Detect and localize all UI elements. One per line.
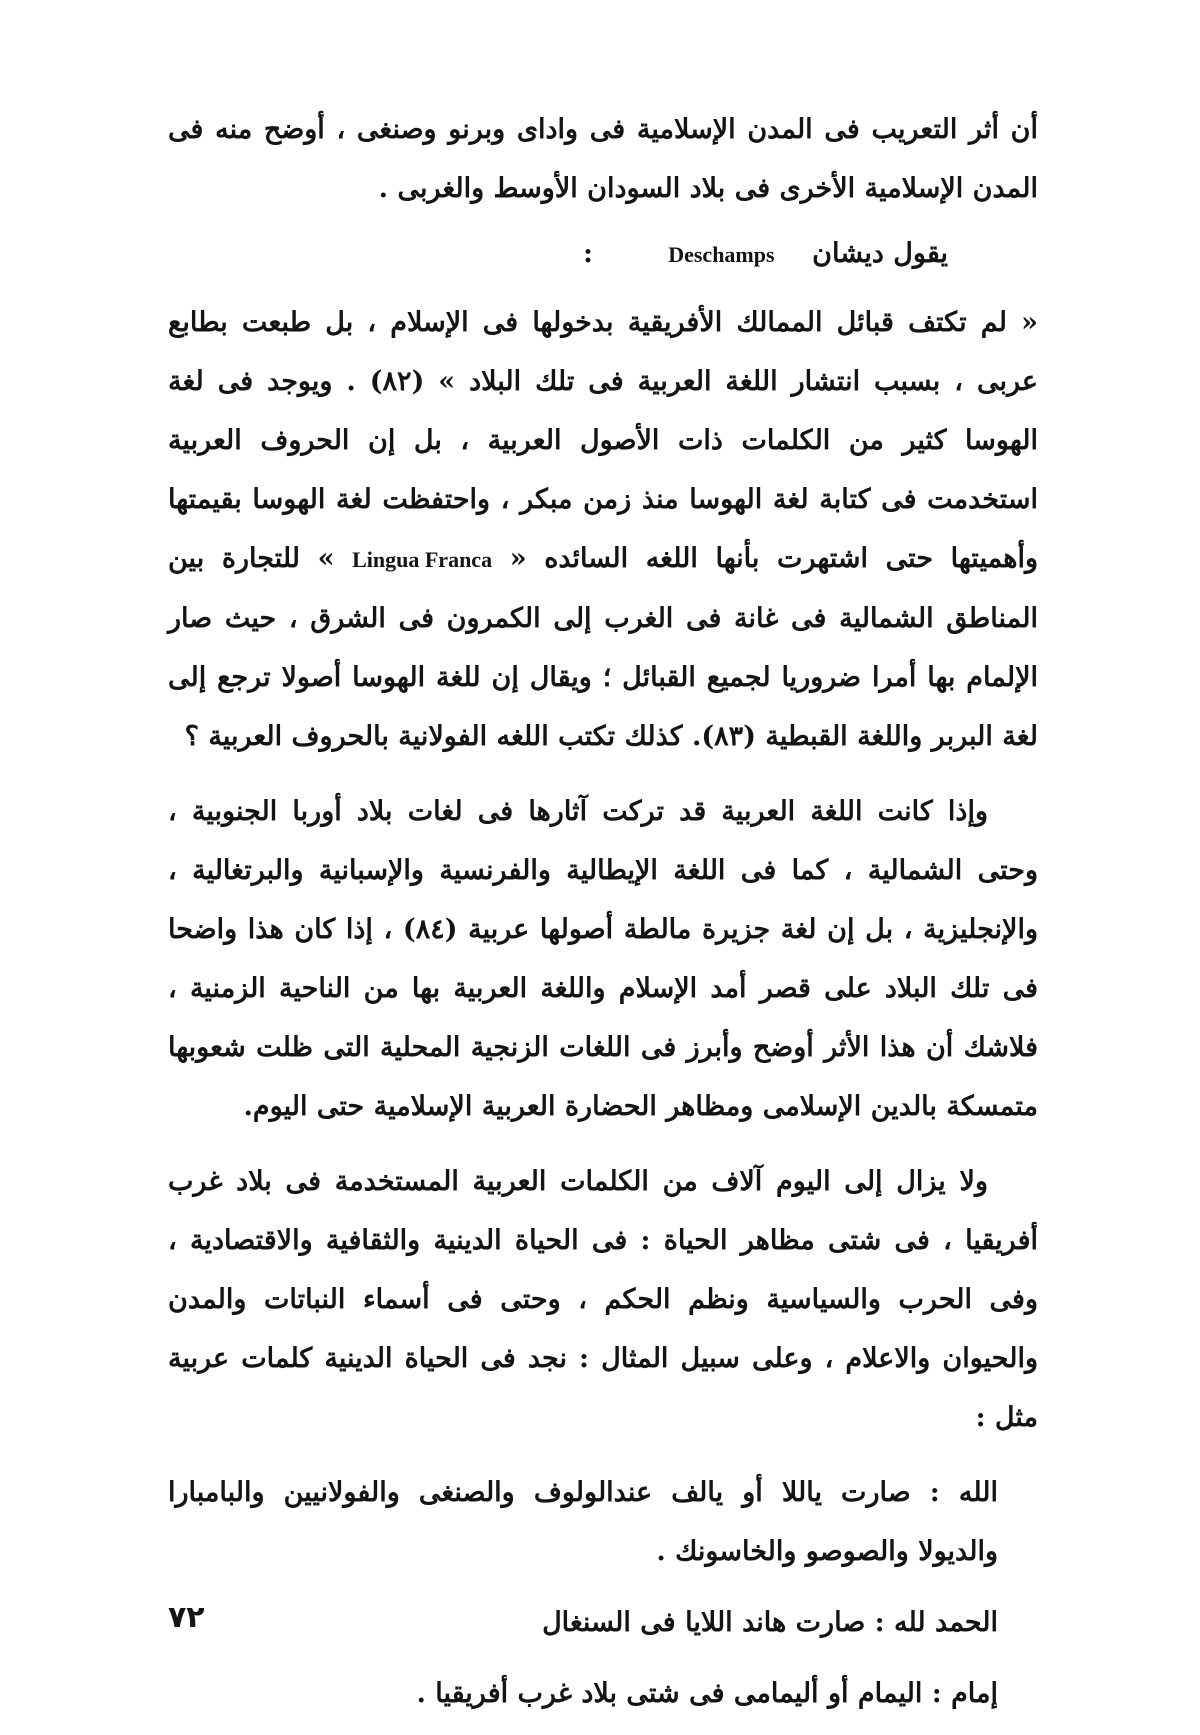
list-item: الحمد لله : صارت هاند اللايا فى السنغال (542, 1607, 998, 1638)
quote-attribution (168, 234, 1038, 275)
page-number: ٧٢ (168, 1600, 205, 1635)
quote-attribution-text: يقول ديشان (812, 238, 948, 269)
document-page (168, 100, 1038, 1735)
author-latin-name: Deschamps (668, 242, 775, 267)
paragraph-west-africa: ولا يزال إلى اليوم آلاف من الكلمات العربية المستخدمة فى بلاد غرب أفريقيا ، فى شتى مظاهر الحياة : فى الحياة الدينية والثقافية والاقتصادية ، وفى الحرب والسياسية ونظم الحكم ، وحتى فى أسماء النباتات والمدن والحيوان والاعلام ، وعلى سبيل المثال : نجد فى الحياة الدينية كلمات عربية مثل : (168, 1166, 1038, 1433)
paragraph-europe: وإذا كانت اللغة العربية قد تركت آثارها فى لغات بلاد أوربا الجنوبية ، وحتى الشمالية ، كما فى اللغة الإيطالية والفرنسية والإسبانية والبرتغالية ، والإنجليزية ، بل إن لغة جزيرة مالطة أصولها عربية (٨٤) ، إذا كان هذا واضحا فى تلك البلاد على قصر أمد الإسلام واللغة العربية بها من الناحية الزمنية ، فلاشك أن هذا الأثر أوضح وأبرز فى اللغات الزنجية المحلية التى ظلت شعوبها متمسكة بالدين الإسلامى ومظاهر الحضارة العربية الإسلامية حتى اليوم. (168, 796, 1038, 1122)
word-examples-list (168, 1463, 1038, 1723)
paragraph-hausa (168, 293, 1038, 766)
lingua-franca-term: Lingua Franca (352, 547, 493, 572)
paragraph-hausa-part-b: » للتجارة بين المناطق الشمالية فى غانة فى الغرب إلى الكمرون فى الشرق ، حيث صار الإلمام بها أمرا ضروريا لجميع القبائل ؛ ويقال إن للغة الهوسا أصولا ترجع إلى لغة البربر واللغة القبطية (٨٣). كذلك تكتب اللغه الفولانية بالحروف العربية ؟ (168, 543, 1038, 752)
list-item: الله : صارت ياللا أو يالف عندالولوف والصنغى والفولانيين والبامبارا والديولا والصوصو والخاسونك . (168, 1477, 998, 1567)
paragraph-hausa-part-a: « لم تكتف قبائل الممالك الأفريقية بدخولها فى الإسلام ، بل طبعت بطابع عربى ، بسبب انتشار اللغة العربية فى تلك البلاد » (٨٢) . ويوجد فى لغة الهوسا كثير من الكلمات ذات الأصول العربية ، بل إن الحروف العربية استخدمت فى كتابة لغة الهوسا منذ زمن مبكر ، واحتفظت لغة الهوسا بقيمتها وأهميتها حتى اشتهرت بأنها اللغه السائده « (168, 307, 1038, 574)
list-item: إمام : اليمام أو أليمامى فى شتى بلاد غرب أفريقيا . (416, 1678, 998, 1709)
paragraph-intro: أن أثر التعريب فى المدن الإسلامية فى واداى وبرنو وصنغى ، أوضح منه فى المدن الإسلامية الأخرى فى بلاد السودان الأوسط والغربى . (168, 114, 1038, 204)
quote-colon: : (583, 238, 594, 269)
